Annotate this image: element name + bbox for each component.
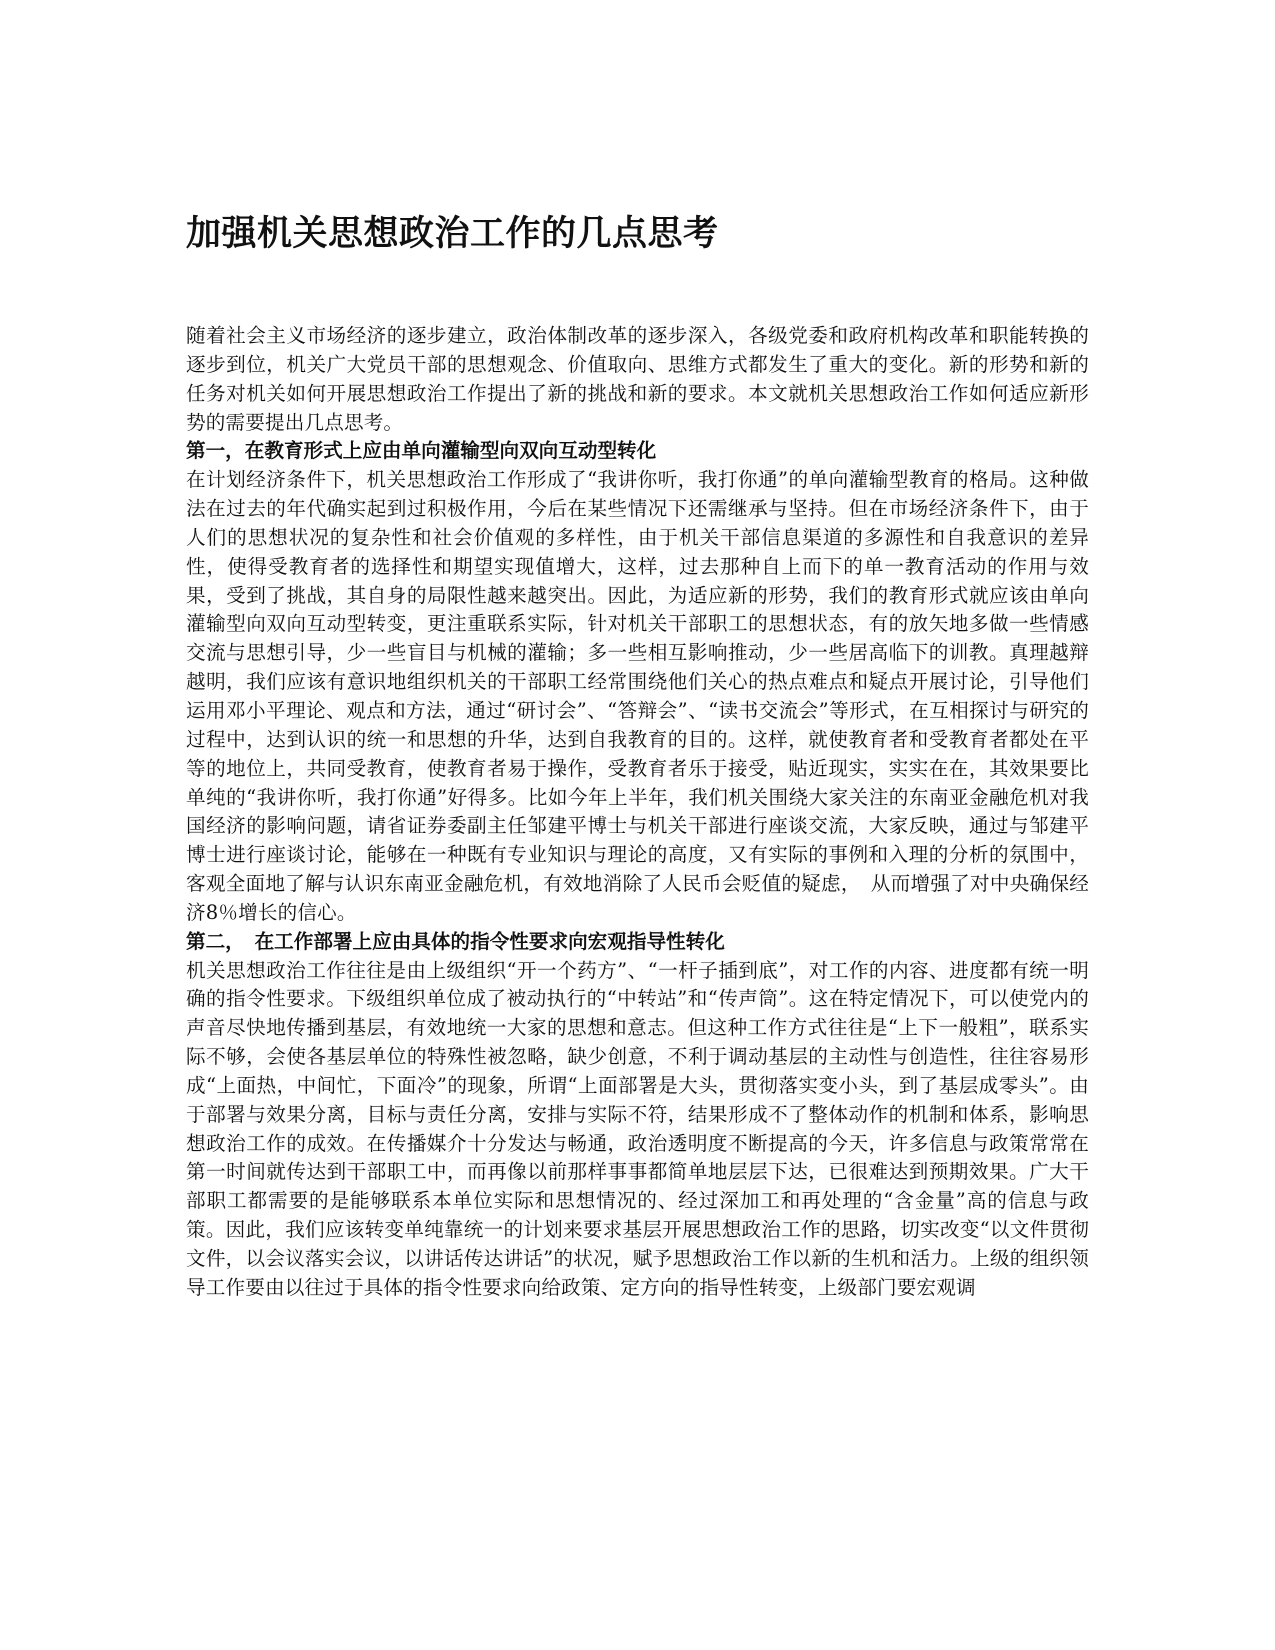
section-paragraph: 机关思想政治工作往往是由上级组织“开一个药方”、“一杆子插到底”，对工作的内容、进度都有统一明确的指令性要求。下级组织单位成了被动执行的“中转站”和“传声筒”。这在特定情况下，可以使党内的声音尽快地传播到基层，有效地统一大家的思想和意志。但这种工作方式往往是“上下一般粗”，联系实际不够，会使各基层单位的特殊性被忽略，缺少创意，不利于调动基层的主动性与创造性，往往容易形成“上面热，中间忙，下面冷”的现象，所谓“上面部署是大头，贯彻落实变小头，到了基层成零头”。由于部署与效果分离，目标与责任分离，安排与实际不符，结果形成不了整体动作的机制和体系，影响思想政治工作的成效。在传播媒介十分发达与畅通，政治透明度不断提高的今天，许多信息与政策常常在第一时间就传达到干部职工中，而再像以前那样事事都简单地层层下达，已很难达到预期效果。广大干部职工都需要的是能够联系本单位实际和思想情况的、经过深加工和再处理的“含金量”高的信息与政策。因此，我们应该转变单纯靠统一的计划来要求基层开展思想政治工作的思路，切实改变“以文件贯彻文件，以会议落实会议，以讲话传达讲话”的状况，赋予思想政治工作以新的生机和活力。上级的组织领导工作要由以往过于具体的指令性要求向给政策、定方向的指导性转变，上级部门要宏观调	[186, 958, 1089, 1299]
section-heading: 第二， 在工作部署上应由具体的指令性要求向宏观指导性转化	[186, 929, 725, 953]
section-paragraph: 在计划经济条件下，机关思想政治工作形成了“我讲你听，我打你通”的单向灌输型教育的格局。这种做法在过去的年代确实起到过积极作用，今后在某些情况下还需继承与坚持。但在市场经济条件下，由于人们的思想状况的复杂性和社会价值观的多样性，由于机关干部信息渠道的多源性和自我意识的差异性，使得受教育者的选择性和期望实现值增大，这样，过去那种自上而下的单一教育活动的作用与效果，受到了挑战，其自身的局限性越来越突出。因此，为适应新的形势，我们的教育形式就应该由单向灌输型向双向互动型转变，更注重联系实际，针对机关干部职工的思想状态，有的放矢地多做一些情感交流与思想引导，少一些盲目与机械的灌输；多一些相互影响推动，少一些居高临下的训教。真理越辩越明，我们应该有意识地组织机关的干部职工经常围绕他们关心的热点难点和疑点开展讨论，引导他们运用邓小平理论、观点和方法，通过“研讨会”、“答辩会”、“读书交流会”等形式，在互相探讨与研究的过程中，达到认识的统一和思想的升华，达到自我教育的目的。这样，就使教育者和受教育者都处在平等的地位上，共同受教育，使教育者易于操作，受教育者乐于接受，贴近现实，实实在在，其效果要比单纯的“我讲你听，我打你通”好得多。比如今年上半年，我们机关围绕大家关注的东南亚金融危机对我国经济的影响问题，请省证券委副主任邹建平博士与机关干部进行座谈交流，大家反映，通过与邹建平博士进行座谈讨论，能够在一种既有专业知识与理论的高度，又有实际的事例和入理的分析的氛围中，客观全面地了解与认识东南亚金融危机，有效地消除了人民币会贬值的疑虑， 从而增强了对中央确保经济8％增长的信心。	[186, 468, 1089, 924]
section-heading: 第一，在教育形式上应由单向灌输型向双向互动型转化	[186, 439, 657, 463]
document-body	[186, 322, 1089, 1303]
section-two	[186, 928, 1089, 1303]
document-title: 加强机关思想政治工作的几点思考	[186, 213, 719, 254]
intro-paragraph: 随着社会主义市场经济的逐步建立，政治体制改革的逐步深入，各级党委和政府机构改革和职能转换的逐步到位，机关广大党员干部的思想观念、价值取向、思维方式都发生了重大的变化。新的形势和新的任务对机关如何开展思想政治工作提出了新的挑战和新的要求。本文就机关思想政治工作如何适应新形势的需要提出几点思考。	[186, 324, 1089, 434]
section-one	[186, 437, 1089, 927]
